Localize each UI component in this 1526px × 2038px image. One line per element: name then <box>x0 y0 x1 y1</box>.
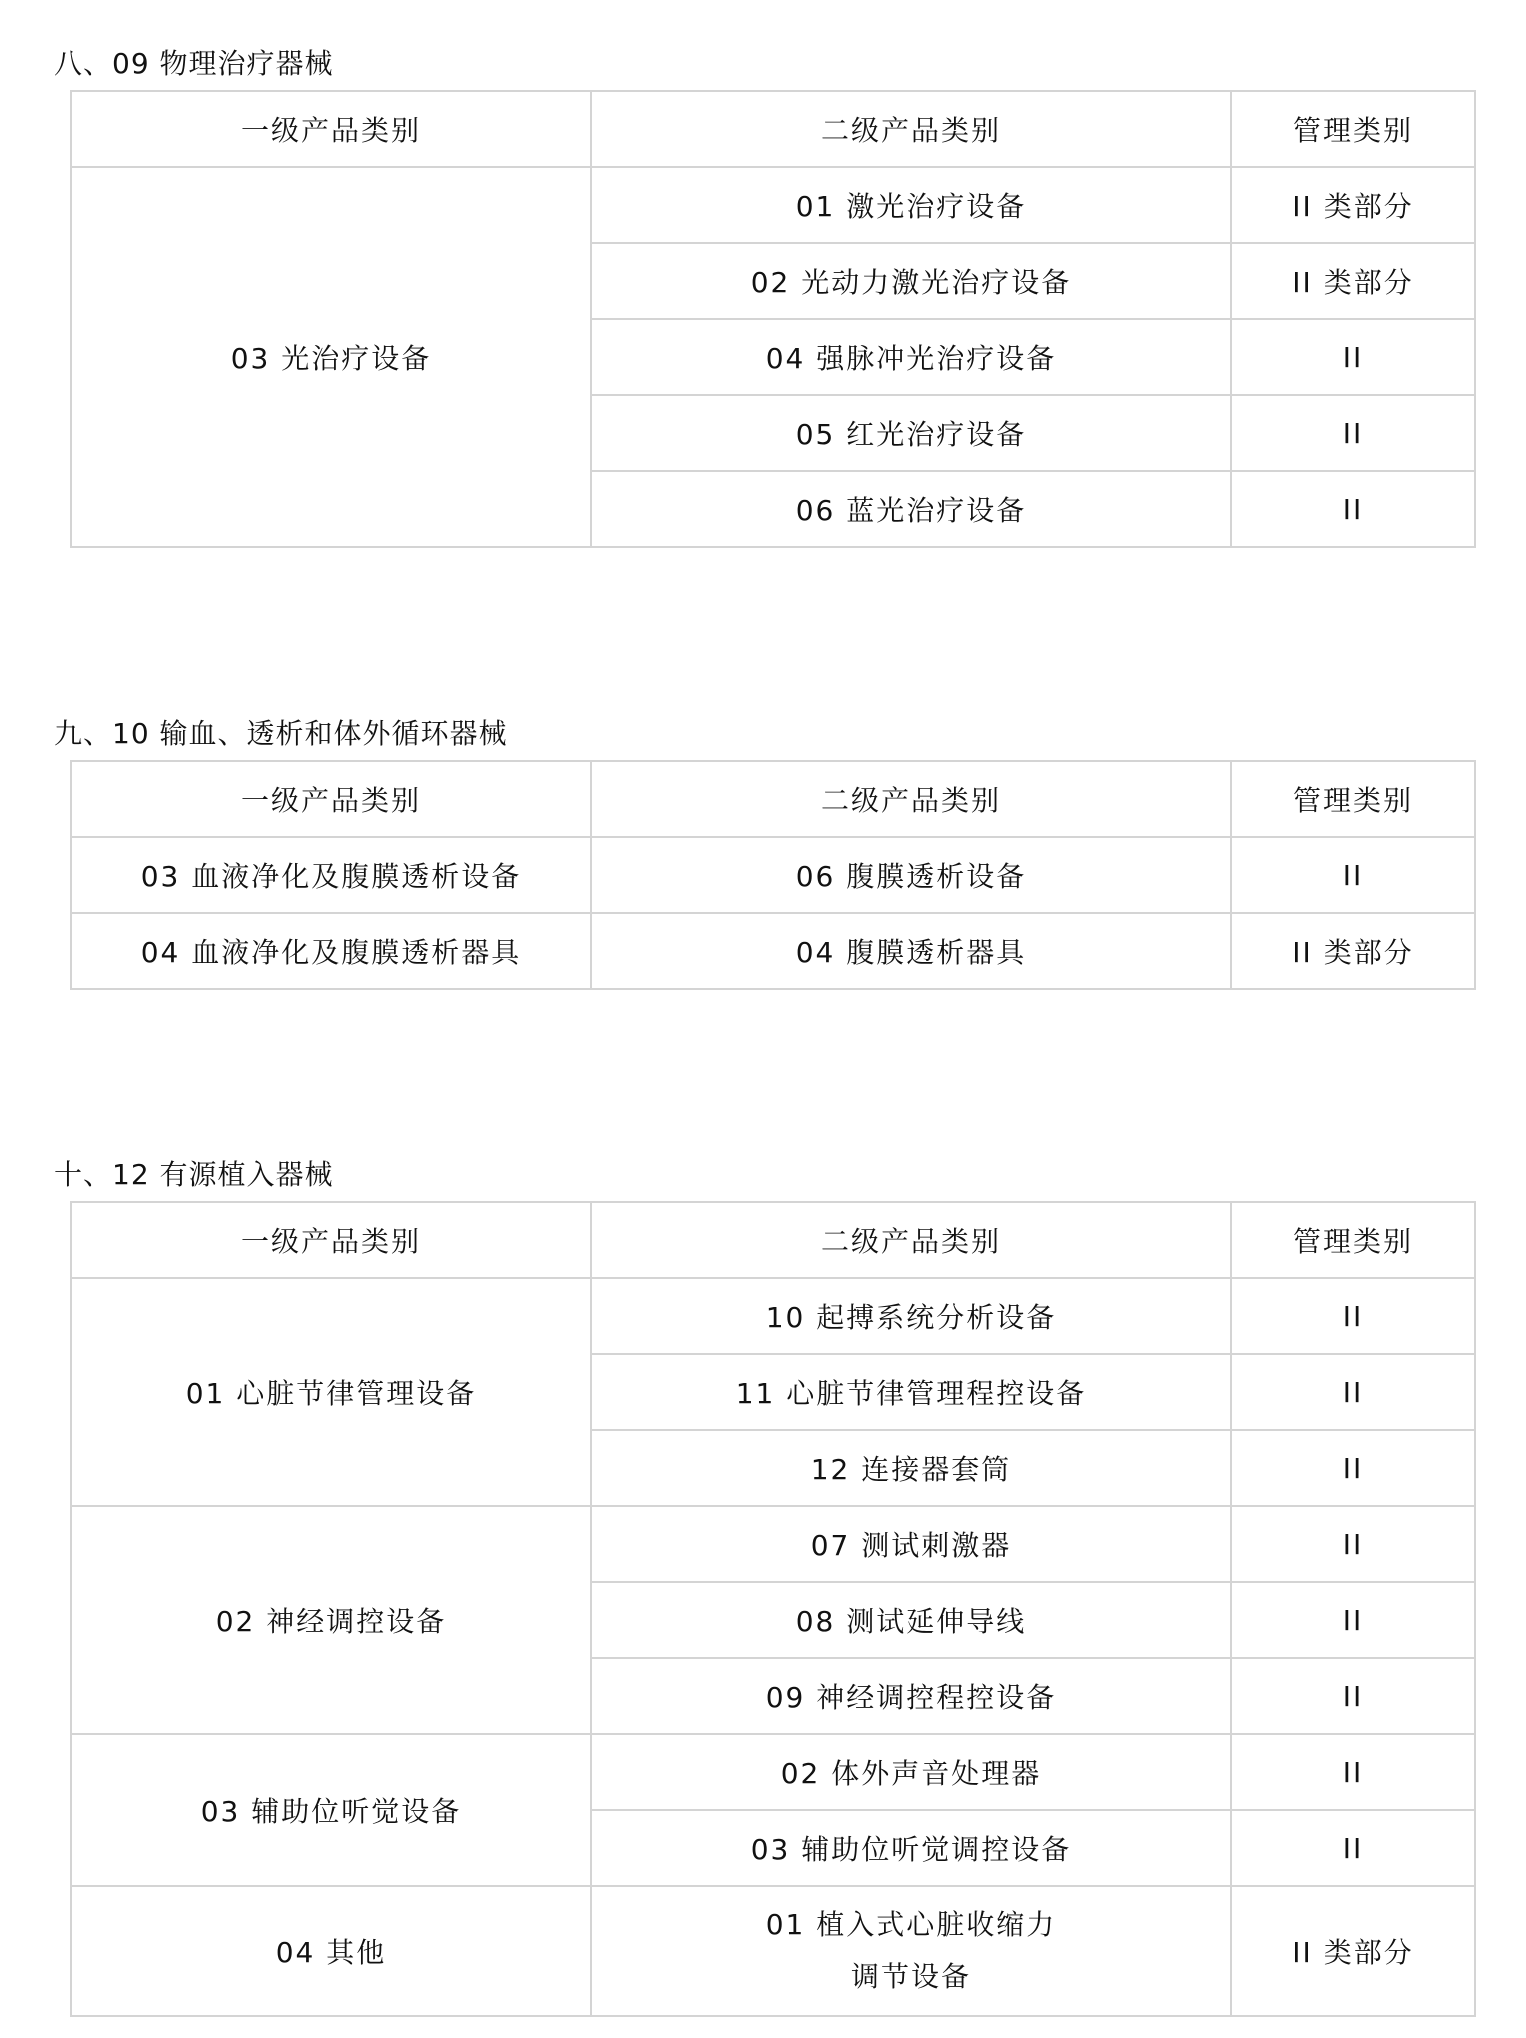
table-row <box>71 1734 1475 1810</box>
table-row <box>71 913 1475 989</box>
header-management-class: 管理类别 <box>1231 761 1475 837</box>
secondary-category-cell <box>591 1886 1231 2016</box>
primary-category-cell: 04 血液净化及腹膜透析器具 <box>71 913 591 989</box>
secondary-category-cell: 04 强脉冲光治疗设备 <box>591 319 1231 395</box>
secondary-category-line: 01 植入式心脏收缩力 <box>765 1908 1057 1941</box>
header-primary-category: 一级产品类别 <box>71 91 591 167</box>
management-class-cell: II <box>1231 1430 1475 1506</box>
secondary-category-cell: 02 光动力激光治疗设备 <box>591 243 1231 319</box>
table-header-row <box>71 761 1475 837</box>
management-class-cell: II <box>1231 1354 1475 1430</box>
table-row <box>71 1278 1475 1354</box>
management-class-cell: II 类部分 <box>1231 1886 1475 2016</box>
management-class-cell: II <box>1231 1734 1475 1810</box>
primary-category-cell: 01 心脏节律管理设备 <box>71 1278 591 1506</box>
secondary-category-cell: 02 体外声音处理器 <box>591 1734 1231 1810</box>
section-title: 八、09 物理治疗器械 <box>54 47 334 80</box>
header-management-class: 管理类别 <box>1231 1202 1475 1278</box>
table-row <box>71 167 1475 243</box>
management-class-cell: II <box>1231 1278 1475 1354</box>
primary-category-cell: 02 神经调控设备 <box>71 1506 591 1734</box>
secondary-category-cell: 12 连接器套筒 <box>591 1430 1231 1506</box>
management-class-cell: II <box>1231 837 1475 913</box>
primary-category-cell: 03 血液净化及腹膜透析设备 <box>71 837 591 913</box>
secondary-category-cell: 04 腹膜透析器具 <box>591 913 1231 989</box>
category-table <box>70 760 1476 990</box>
table-header-row <box>71 1202 1475 1278</box>
secondary-category-line: 调节设备 <box>850 1960 971 1993</box>
category-table <box>70 1201 1476 2017</box>
table-row <box>71 1886 1475 2016</box>
management-class-cell: II <box>1231 1810 1475 1886</box>
management-class-cell: II 类部分 <box>1231 913 1475 989</box>
secondary-category-cell: 11 心脏节律管理程控设备 <box>591 1354 1231 1430</box>
header-secondary-category: 二级产品类别 <box>591 761 1231 837</box>
category-table <box>70 90 1476 548</box>
secondary-category-cell: 01 激光治疗设备 <box>591 167 1231 243</box>
primary-category-cell: 03 光治疗设备 <box>71 167 591 547</box>
primary-category-cell: 04 其他 <box>71 1886 591 2016</box>
secondary-category-cell: 06 蓝光治疗设备 <box>591 471 1231 547</box>
management-class-cell: II <box>1231 1658 1475 1734</box>
secondary-category-cell: 03 辅助位听觉调控设备 <box>591 1810 1231 1886</box>
secondary-category-cell: 07 测试刺激器 <box>591 1506 1231 1582</box>
table-row <box>71 837 1475 913</box>
header-primary-category: 一级产品类别 <box>71 761 591 837</box>
secondary-category-cell: 05 红光治疗设备 <box>591 395 1231 471</box>
management-class-cell: II 类部分 <box>1231 243 1475 319</box>
management-class-cell: II <box>1231 1506 1475 1582</box>
header-primary-category: 一级产品类别 <box>71 1202 591 1278</box>
secondary-category-cell: 08 测试延伸导线 <box>591 1582 1231 1658</box>
header-secondary-category: 二级产品类别 <box>591 1202 1231 1278</box>
section-title: 九、10 输血、透析和体外循环器械 <box>54 717 508 750</box>
header-management-class: 管理类别 <box>1231 91 1475 167</box>
section-title: 十、12 有源植入器械 <box>54 1158 334 1191</box>
secondary-category-cell: 10 起搏系统分析设备 <box>591 1278 1231 1354</box>
management-class-cell: II <box>1231 319 1475 395</box>
management-class-cell: II <box>1231 471 1475 547</box>
management-class-cell: II <box>1231 1582 1475 1658</box>
table-row <box>71 1506 1475 1582</box>
management-class-cell: II <box>1231 395 1475 471</box>
table-header-row <box>71 91 1475 167</box>
secondary-category-cell: 09 神经调控程控设备 <box>591 1658 1231 1734</box>
secondary-category-cell: 06 腹膜透析设备 <box>591 837 1231 913</box>
header-secondary-category: 二级产品类别 <box>591 91 1231 167</box>
management-class-cell: II 类部分 <box>1231 167 1475 243</box>
primary-category-cell: 03 辅助位听觉设备 <box>71 1734 591 1886</box>
